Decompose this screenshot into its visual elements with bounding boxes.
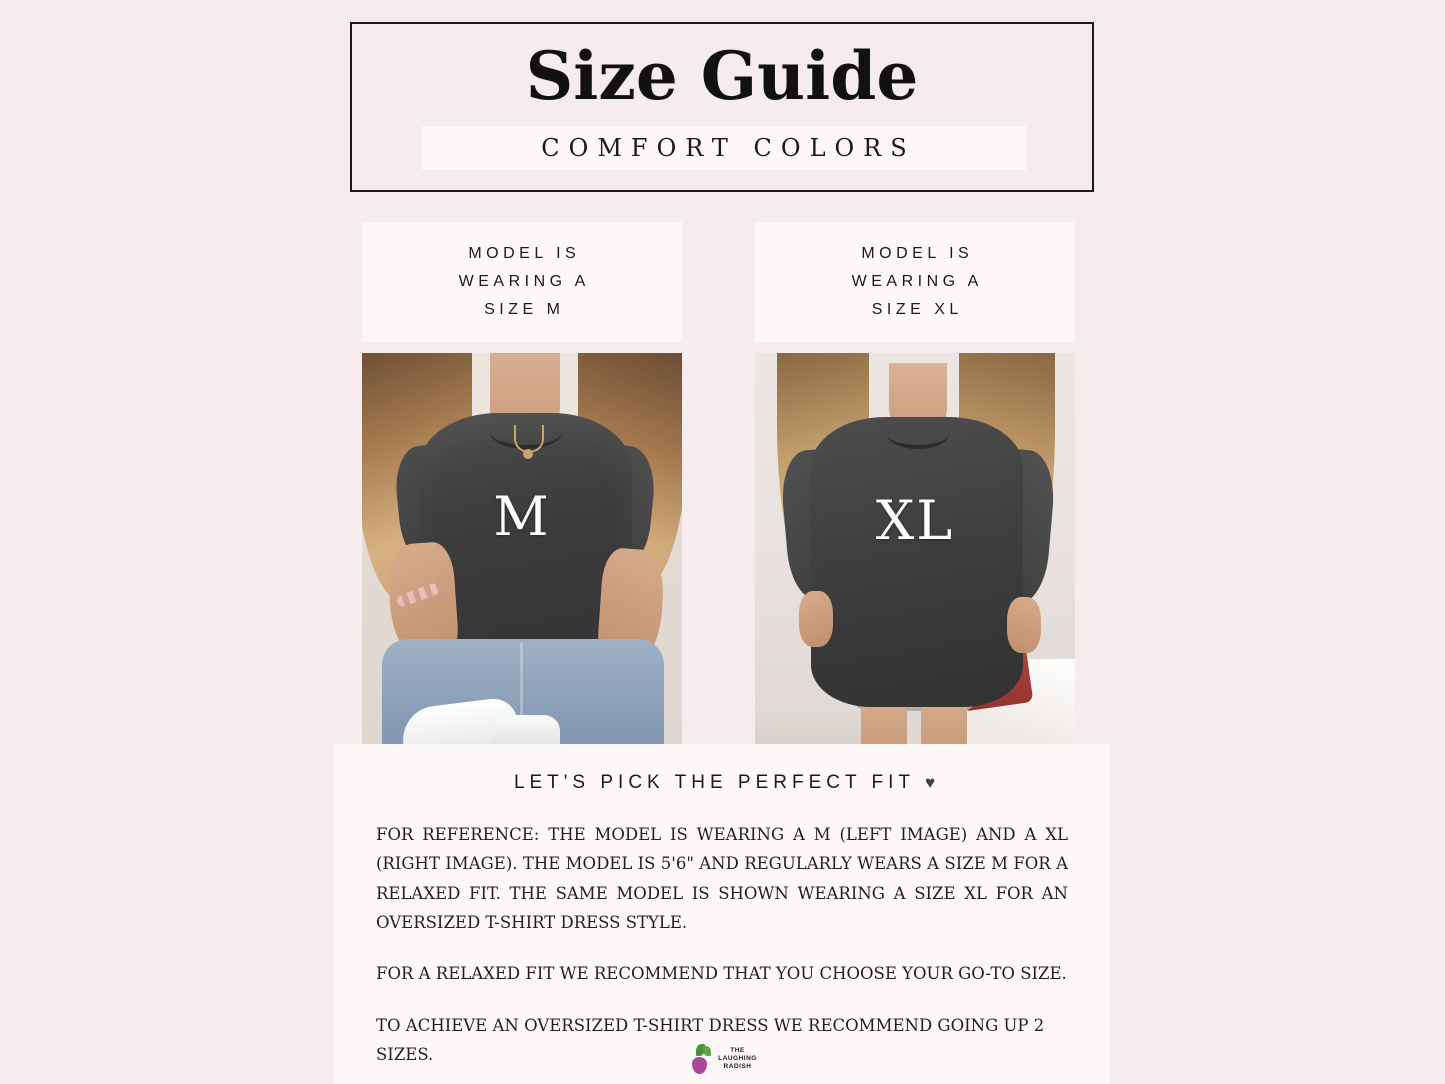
model-wearing-size-xl-photo xyxy=(755,353,1075,755)
caption-line: WEARING A xyxy=(458,273,590,290)
size-xl-column xyxy=(755,222,1075,755)
page-title: Size Guide xyxy=(525,37,919,115)
caption-line: MODEL IS xyxy=(861,245,974,262)
fit-info-panel xyxy=(334,744,1110,1084)
brand-logo-text xyxy=(718,1047,757,1071)
size-label-m: M xyxy=(493,485,551,548)
fit-info-heading xyxy=(334,772,1110,794)
caption-line: SIZE XL xyxy=(871,301,963,318)
size-label-xl: XL xyxy=(875,489,955,552)
fit-info-paragraph: FOR REFERENCE: THE MODEL IS WEARING A M (LEFT IMAGE) AND A XL (RIGHT IMAGE). THE MODEL IS 5'6" AND REGULARLY WEARS A SIZE M FOR A RELAXED FIT. THE SAME MODEL IS SHOWN WEARING A SIZE XL FOR AN OVERSIZED T-SHIRT DRESS STYLE. xyxy=(376,825,1068,933)
fit-info-heading-text: LET'S PICK THE PERFECT FIT xyxy=(513,772,915,793)
model-wearing-size-m-photo xyxy=(362,353,682,755)
brand-logo xyxy=(681,1040,765,1078)
caption-line: MODEL IS xyxy=(468,245,581,262)
heart-icon: ♥ xyxy=(924,773,936,792)
header-box xyxy=(350,22,1094,192)
brand-band xyxy=(422,126,1026,170)
size-xl-caption xyxy=(755,222,1075,342)
caption-line: WEARING A xyxy=(851,273,983,290)
logo-line: THE xyxy=(730,1046,745,1054)
radish-icon xyxy=(688,1044,714,1074)
logo-line: LAUGHING xyxy=(718,1054,757,1062)
fit-info-body xyxy=(376,820,1068,1070)
fit-info-paragraph: FOR A RELAXED FIT WE RECOMMEND THAT YOU CHOOSE YOUR GO-TO SIZE. xyxy=(376,964,1067,984)
brand-name: COMFORT COLORS xyxy=(541,134,916,162)
logo-line: RADISH xyxy=(723,1063,752,1071)
size-m-column xyxy=(362,222,682,755)
fit-info-paragraph: TO ACHIEVE AN OVERSIZED T-SHIRT DRESS WE RECOMMEND GOING UP 2 SIZES. xyxy=(376,1015,1045,1065)
size-m-caption xyxy=(362,222,682,342)
caption-line: SIZE M xyxy=(484,301,565,318)
